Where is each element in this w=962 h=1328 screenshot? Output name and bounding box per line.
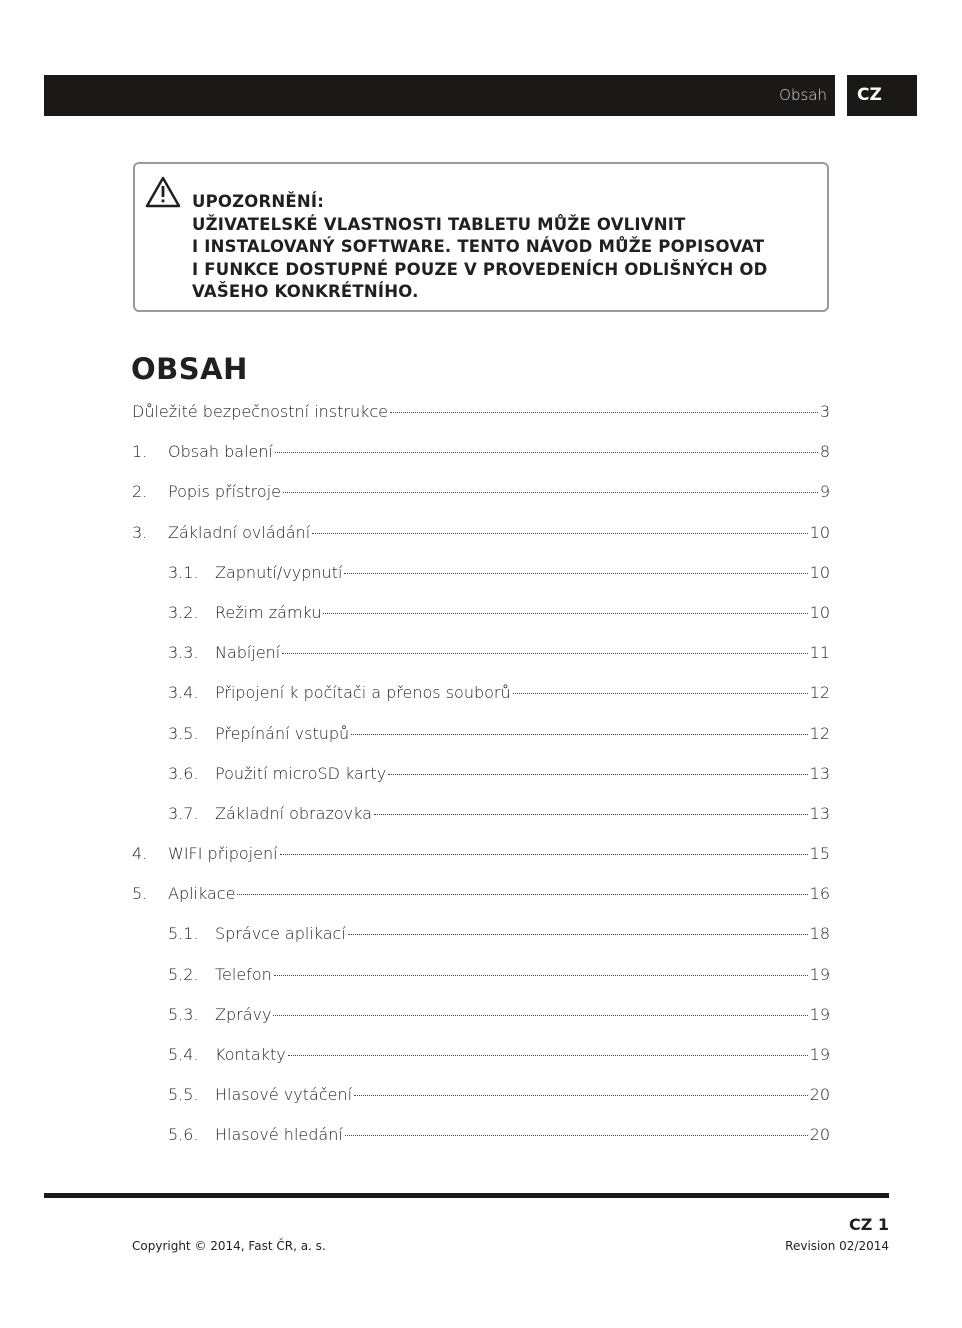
toc-dot-leader <box>345 1135 808 1136</box>
toc-entry-page: 10 <box>809 602 830 622</box>
toc-entry-page: 19 <box>809 964 830 984</box>
toc-dot-leader <box>237 894 807 895</box>
toc-entry[interactable] <box>132 1125 830 1165</box>
toc-entry-page: 20 <box>809 1125 830 1145</box>
warning-line: I FUNKCE DOSTUPNÉ POUZE V PROVEDENÍCH ODLIŠNÝCH OD <box>192 259 768 279</box>
toc-entry[interactable] <box>132 1005 830 1045</box>
toc-entry-page: 12 <box>809 723 830 743</box>
footer-copyright: Copyright © 2014, Fast ČR, a. s. <box>132 1239 326 1253</box>
header-bar <box>44 75 835 116</box>
toc-entry-label: Kontakty <box>215 1045 286 1064</box>
toc-dot-leader <box>388 774 807 775</box>
toc-entry[interactable] <box>132 924 830 964</box>
toc-entry-label: Aplikace <box>168 884 236 904</box>
warning-line: VAŠEHO KONKRÉTNÍHO. <box>192 282 419 301</box>
toc-dot-leader <box>351 734 807 735</box>
toc-entry[interactable] <box>132 643 830 683</box>
toc-entry-page: 10 <box>809 562 830 582</box>
toc-entry-page: 19 <box>809 1004 830 1024</box>
toc-entry-label: Nabíjení <box>215 643 281 663</box>
toc-dot-leader <box>280 854 808 855</box>
header-language-tab: CZ <box>847 75 917 116</box>
toc-entry[interactable] <box>132 764 830 804</box>
toc-entry-number: 3.2. <box>168 602 199 622</box>
toc-entry-page: 13 <box>809 803 830 823</box>
toc-entry-label: Telefon <box>215 964 272 984</box>
toc-entry-label: Popis přístroje <box>168 482 281 502</box>
toc-dot-leader <box>275 452 818 453</box>
toc-entry-number: 3.3. <box>168 643 199 663</box>
toc-entry[interactable] <box>132 563 830 603</box>
toc-entry-label: Obsah balení <box>168 442 273 462</box>
toc-entry-page: 9 <box>819 482 830 502</box>
toc-entry-label: Hlasové vytáčení <box>215 1085 353 1105</box>
toc-dot-leader <box>374 814 808 815</box>
toc-dot-leader <box>273 1015 807 1016</box>
table-of-contents <box>132 402 830 1166</box>
toc-entry-page: 3 <box>819 402 830 421</box>
toc-entry-label: Základní ovládání <box>168 522 311 542</box>
toc-entry-number: 3. <box>132 522 148 542</box>
toc-entry-label: Připojení k počítači a přenos souborů <box>215 683 511 703</box>
toc-dot-leader <box>354 1095 808 1096</box>
toc-entry-number: 2. <box>132 482 148 502</box>
toc-entry-number: 4. <box>132 844 148 864</box>
toc-entry-label: Důležité bezpečnostní instrukce <box>132 402 389 421</box>
toc-entry-label: Režim zámku <box>215 602 322 622</box>
toc-entry-page: 8 <box>819 442 830 462</box>
header-section-title: Obsah <box>779 86 827 104</box>
toc-entry-label: Zprávy <box>215 1004 272 1024</box>
toc-entry[interactable] <box>132 804 830 844</box>
toc-entry-page: 19 <box>809 1045 830 1064</box>
toc-entry[interactable] <box>132 884 830 924</box>
toc-dot-leader <box>312 533 807 534</box>
warning-text <box>192 191 768 304</box>
footer-page-number: CZ 1 <box>848 1215 889 1234</box>
toc-entry-label: Přepínání vstupů <box>215 723 350 743</box>
toc-entry-label: Základní obrazovka <box>215 803 372 823</box>
toc-entry-number: 5.1. <box>168 924 199 944</box>
toc-entry-number: 1. <box>132 442 148 462</box>
toc-entry-page: 12 <box>809 683 830 703</box>
toc-entry[interactable] <box>132 1085 830 1125</box>
toc-dot-leader <box>282 653 807 654</box>
toc-entry[interactable] <box>132 603 830 643</box>
toc-dot-leader <box>283 492 818 493</box>
toc-entry-number: 5.4. <box>168 1045 199 1064</box>
toc-entry-page: 15 <box>809 844 830 864</box>
toc-entry-page: 13 <box>809 763 830 783</box>
toc-entry[interactable] <box>132 402 830 442</box>
toc-entry-page: 20 <box>809 1085 830 1105</box>
toc-entry-number: 5.5. <box>168 1085 199 1105</box>
toc-entry-number: 3.6. <box>168 763 199 783</box>
toc-entry-label: Použití microSD karty <box>215 763 387 783</box>
toc-entry-number: 3.1. <box>168 562 199 582</box>
toc-entry[interactable] <box>132 482 830 522</box>
toc-entry[interactable] <box>132 724 830 764</box>
toc-dot-leader <box>513 693 808 694</box>
toc-dot-leader <box>288 1055 808 1056</box>
warning-heading: UPOZORNĚNÍ: <box>192 192 325 211</box>
toc-entry-number: 5. <box>132 884 148 904</box>
toc-entry[interactable] <box>132 1045 830 1085</box>
toc-dot-leader <box>274 975 808 976</box>
toc-entry-label: Hlasové hledání <box>215 1125 343 1145</box>
toc-dot-leader <box>344 573 807 574</box>
toc-entry-number: 5.6. <box>168 1125 199 1145</box>
toc-entry-page: 11 <box>809 643 830 663</box>
footer-rule <box>44 1193 889 1198</box>
toc-entry-number: 3.7. <box>168 803 199 823</box>
toc-entry[interactable] <box>132 442 830 482</box>
toc-entry-page: 16 <box>809 884 830 904</box>
toc-entry-page: 18 <box>809 924 830 944</box>
toc-dot-leader <box>348 934 808 935</box>
toc-entry[interactable] <box>132 523 830 563</box>
toc-entry-number: 5.2. <box>168 964 199 984</box>
toc-dot-leader <box>323 613 807 614</box>
toc-entry-label: Správce aplikací <box>215 924 346 944</box>
toc-entry[interactable] <box>132 683 830 723</box>
toc-entry-number: 3.5. <box>168 723 199 743</box>
toc-entry-page: 10 <box>809 522 830 542</box>
toc-title: OBSAH <box>131 352 248 386</box>
toc-entry-number: 3.4. <box>168 683 199 703</box>
warning-line: UŽIVATELSKÉ VLASTNOSTI TABLETU MŮŽE OVLIVNIT <box>192 214 686 234</box>
toc-entry-label: Zapnutí/vypnutí <box>215 562 343 582</box>
warning-line: I INSTALOVANÝ SOFTWARE. TENTO NÁVOD MŮŽE POPISOVAT <box>192 237 765 256</box>
toc-entry-number: 5.3. <box>168 1004 199 1024</box>
warning-triangle-icon <box>145 176 181 208</box>
toc-entry[interactable] <box>132 965 830 1005</box>
toc-entry-label: WIFI připojení <box>168 844 278 864</box>
toc-entry[interactable] <box>132 844 830 884</box>
toc-dot-leader <box>390 412 818 413</box>
warning-box <box>133 162 829 312</box>
footer-revision: Revision 02/2014 <box>785 1239 889 1253</box>
